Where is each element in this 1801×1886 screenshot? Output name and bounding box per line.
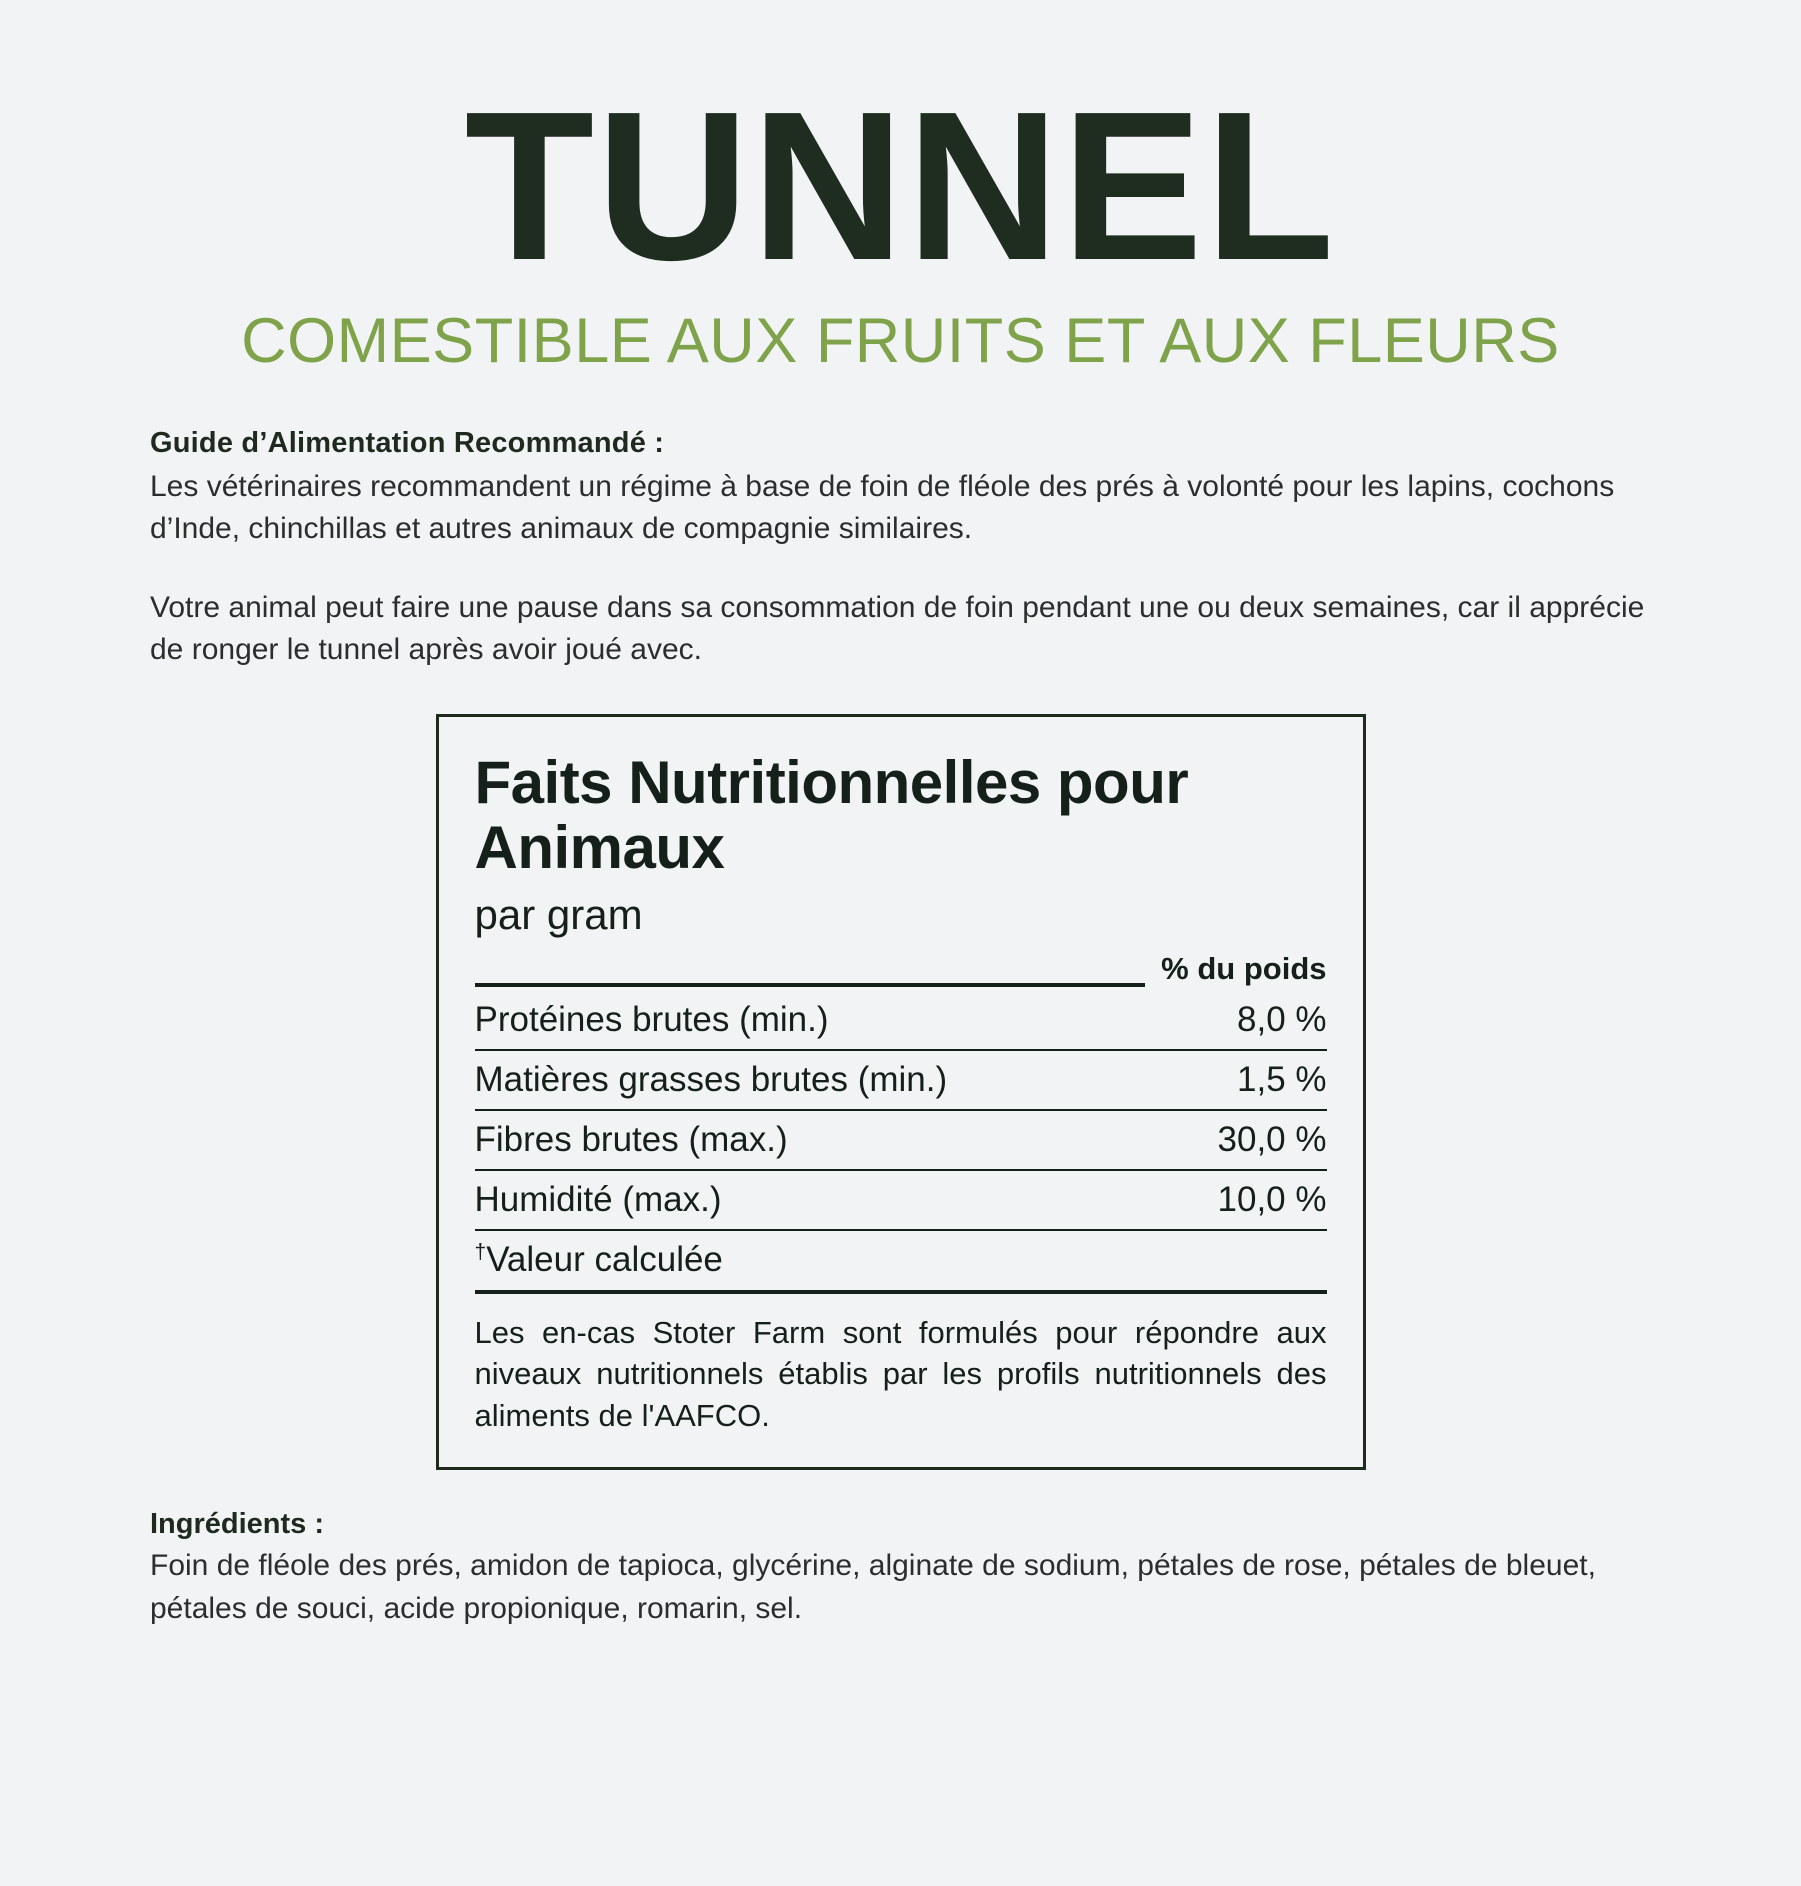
nutrient-label: Fibres brutes (max.)	[474, 1119, 788, 1159]
nutrient-value: 10,0 %	[1217, 1179, 1327, 1219]
nutrient-value: 1,5 %	[1237, 1059, 1327, 1099]
ingredients-text: Foin de fléole des prés, amidon de tapioca, glycérine, alginate de sodium, pétales de rose, pétales de bleuet, pétales de souci, acide propionique, romarin, sel.	[150, 1549, 1596, 1625]
nutrition-facts-title: Faits Nutritionnelles pour Animaux	[474, 748, 1189, 881]
table-row	[475, 1171, 1327, 1231]
nutrition-basis-header-row	[475, 951, 1327, 991]
table-row	[475, 1111, 1327, 1171]
nutrient-label: Matières grasses brutes (min.)	[474, 1059, 948, 1099]
nutrition-footnote: Les en-cas Stoter Farm sont formulés pour répondre aux niveaux nutritionnels établis par les profils nutritionnels des aliments de l'AAFCO.	[474, 1314, 1327, 1434]
product-title: TUNNEL	[464, 67, 1337, 304]
nutrition-header-rule	[475, 955, 1146, 987]
table-row	[475, 991, 1327, 1051]
product-label-page	[0, 67, 1801, 1886]
product-subtitle: COMESTIBLE AUX FRUITS ET AUX FLEURS	[241, 306, 1560, 377]
nutrient-value: 8,0 %	[1237, 999, 1327, 1039]
nutrient-value: 30,0 %	[1217, 1119, 1327, 1159]
feeding-guide-heading: Guide d’Alimentation Recommandé :	[150, 426, 665, 459]
table-row	[475, 1051, 1327, 1111]
nutrition-panel-wrapper	[150, 714, 1651, 1470]
feeding-guide-paragraph-1: Les vétérinaires recommandent un régime à base de foin de fléole des prés à volonté pour les lapins, cochons d’Inde, chinchillas et autres animaux de compagnie similaires.	[150, 469, 1615, 546]
nutrient-label: Protéines brutes (min.)	[474, 999, 829, 1039]
calculated-value-label: Valeur calculée	[486, 1239, 723, 1279]
calculated-value-marker: †	[474, 1239, 487, 1263]
nutrition-facts-panel	[436, 714, 1366, 1470]
feeding-guide-section	[150, 427, 1651, 672]
ingredients-heading: Ingrédients :	[150, 1508, 325, 1541]
calculated-value-row	[475, 1231, 1327, 1294]
nutrient-label: Humidité (max.)	[474, 1179, 722, 1219]
nutrition-basis-header: % du poids	[1161, 950, 1327, 986]
nutrition-serving-basis: par gram	[474, 890, 643, 938]
feeding-guide-paragraph-2: Votre animal peut faire une pause dans sa consommation de foin pendant une ou deux semaines, car il apprécie de ronger le tunnel après avoir joué avec.	[150, 590, 1645, 667]
